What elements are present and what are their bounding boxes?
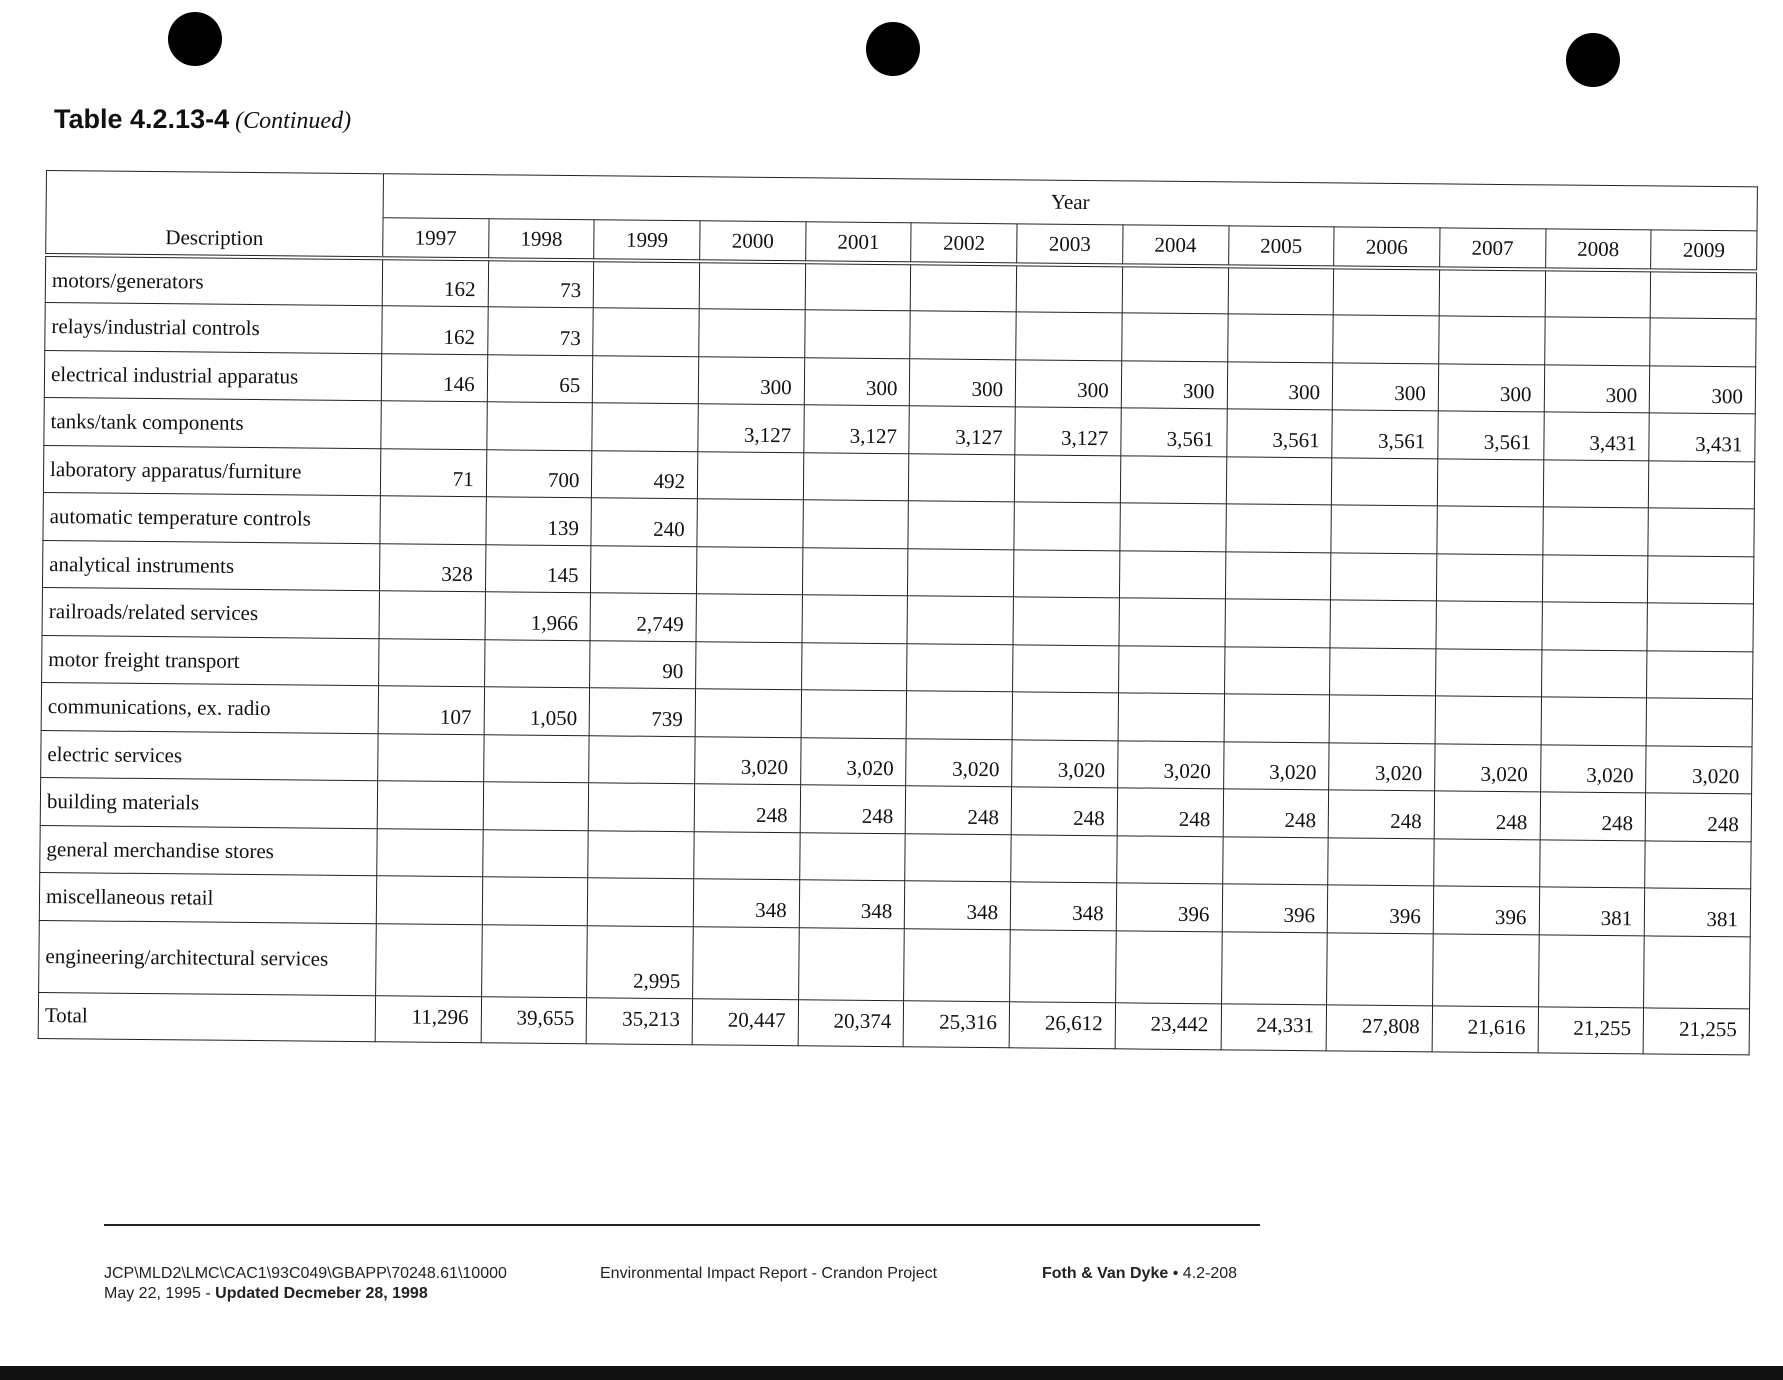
table-cell: 90 [590,640,696,689]
table-cell [1331,552,1437,601]
table-cell [908,548,1014,597]
row-label: electric services [41,730,378,781]
row-label: automatic temperature controls [43,492,380,543]
table-cell: 3,020 [1646,745,1752,794]
table-cell [1122,313,1228,362]
table-cell: 21,616 [1432,1005,1538,1052]
punch-hole-left [168,12,222,66]
table-cell [1437,506,1543,555]
table-cell [1648,508,1754,557]
table-cell [481,924,587,997]
table-cell [907,596,1013,645]
table-cell [1539,839,1645,888]
table-cell [588,878,694,927]
table-cell [1329,695,1435,744]
table-cell [1538,934,1644,1007]
table-cell [1646,698,1752,747]
table-cell [377,828,483,877]
table-cell [1541,697,1647,746]
year-header: 2000 [700,221,806,263]
table-cell [1226,456,1332,505]
table-cell [1221,931,1327,1004]
table-cell: 300 [698,356,804,405]
table-cell: 24,331 [1221,1003,1327,1050]
table-cell: 162 [382,306,488,355]
table-cell [805,262,911,311]
row-label: motor freight transport [42,635,379,686]
table-cell [697,451,803,500]
table-cell [381,401,487,450]
row-label: building materials [40,777,377,828]
footer-company: Foth & Van Dyke [1042,1265,1169,1282]
table-cell [1435,648,1541,697]
row-label: general merchandise stores [40,825,377,876]
table-cell [696,641,802,690]
table-cell: 3,127 [804,405,910,454]
table-cell [482,877,588,926]
table-cell [1647,603,1753,652]
table-cell: 3,020 [1329,742,1435,791]
table-cell [911,263,1017,312]
table-cell [1644,935,1750,1008]
table-cell [1439,268,1545,317]
table-cell: 145 [485,544,591,593]
table-cell [1330,600,1436,649]
table-cell: 11,296 [375,995,481,1042]
row-label: laboratory apparatus/furniture [43,445,380,496]
footer-page-number: 4.2-208 [1182,1265,1238,1282]
table-cell: 300 [804,357,910,406]
table-cell [1541,649,1647,698]
table-cell: 700 [486,449,592,498]
table-cell [1115,930,1221,1003]
table-cell: 396 [1222,884,1328,933]
table-cell [802,547,908,596]
footer-rule [104,1224,1260,1226]
table-cell [1011,834,1117,883]
table-title-continued: (Continued) [235,108,352,134]
table-cell [697,499,803,548]
table-cell [1328,837,1434,886]
table-cell [1330,647,1436,696]
table-cell [803,500,909,549]
row-label: analytical instruments [42,540,379,591]
table-cell: 3,127 [1015,407,1121,456]
table-cell [1014,549,1120,598]
table-cell [1227,314,1333,363]
table-cell: 300 [1227,361,1333,410]
table-cell [376,923,482,996]
table-cell [799,832,905,881]
table-cell [1122,265,1228,314]
table-cell: 162 [382,258,488,307]
table-cell: 73 [488,259,594,308]
table-cell: 20,447 [692,998,798,1045]
table-cell: 1,050 [484,687,590,736]
table-cell: 739 [589,688,695,737]
table-cell [379,591,485,640]
table-cell: 300 [1332,362,1438,411]
table-cell [1224,646,1330,695]
table-cell: 300 [1544,364,1650,413]
table-cell: 348 [693,879,799,928]
table-cell [482,829,588,878]
table-cell: 396 [1116,883,1222,932]
table-cell: 3,561 [1438,411,1544,460]
table-cell: 2,749 [590,593,696,642]
table-cell: 1,966 [485,592,591,641]
table-cell [1225,551,1331,600]
table-cell [484,639,590,688]
table-cell [1120,455,1226,504]
year-header: 1999 [594,220,700,262]
table-cell: 348 [1010,882,1116,931]
year-header: 1997 [383,218,489,260]
table-cell [1436,553,1542,602]
table-cell [593,308,699,357]
table-cell [1012,692,1118,741]
year-header: 2009 [1651,230,1757,272]
table-cell [1224,599,1330,648]
table-cell: 21,255 [1538,1006,1644,1053]
table-cell [1118,645,1224,694]
table-cell [1543,459,1649,508]
table-cell [377,781,483,830]
table-cell [1439,316,1545,365]
table-cell [1645,840,1751,889]
table-cell: 3,020 [906,738,1012,787]
table-cell: 2,995 [587,925,693,998]
table-cell [594,260,700,309]
table-cell: 328 [379,543,485,592]
table-cell [908,501,1014,550]
table-cell: 300 [910,358,1016,407]
punch-hole-center [866,22,920,76]
table-cell [378,733,484,782]
table-cell [591,545,697,594]
table-cell: 300 [1121,360,1227,409]
table-cell [1016,312,1122,361]
description-header: Description [46,171,384,259]
table-cell: 248 [1117,788,1223,837]
year-header: 2008 [1545,229,1651,271]
table-cell [1437,458,1543,507]
table-cell [693,926,799,999]
table-cell: 300 [1438,363,1544,412]
table-cell: 240 [591,498,697,547]
table-cell [1650,270,1756,319]
table-cell [699,261,805,310]
table-cell [1542,507,1648,556]
table-cell [379,638,485,687]
table-cell: 3,127 [698,404,804,453]
year-header: 2003 [1017,224,1123,266]
table-cell [697,546,803,595]
row-label: communications, ex. radio [41,682,378,733]
table-cell [696,594,802,643]
table-cell: 20,374 [798,999,904,1046]
footer-bullet: • [1172,1265,1179,1282]
footer-date-updated: Updated Decmeber 28, 1998 [215,1285,428,1302]
year-header: 2004 [1122,225,1228,267]
table-cell [1014,502,1120,551]
table-cell [380,496,486,545]
table-cell [589,735,695,784]
footer-page-info [1042,1264,1237,1284]
table-cell [1228,266,1334,315]
year-header: 2005 [1228,226,1334,268]
table-cell: 348 [799,880,905,929]
table-cell: 381 [1644,888,1750,937]
year-header: 1998 [488,219,594,261]
table-cell [803,452,909,501]
table-cell [1117,835,1223,884]
table-cell [798,927,904,1000]
table-cell [801,642,907,691]
table-cell [1118,693,1224,742]
table-cell: 3,020 [695,736,801,785]
scan-edge-bar [0,1366,1783,1380]
row-label: miscellaneous retail [39,872,376,923]
table-cell: 26,612 [1009,1001,1115,1048]
year-header: 2002 [911,223,1017,265]
table-cell [483,734,589,783]
row-label: motors/generators [45,255,382,306]
table-cell [699,309,805,358]
table-cell [801,690,907,739]
table-cell [1224,694,1330,743]
table-cell: 248 [800,785,906,834]
table-cell: 146 [381,353,487,402]
table-cell: 3,020 [1012,739,1118,788]
table-cell: 248 [906,786,1012,835]
table-cell [1014,454,1120,503]
table-cell: 248 [1011,787,1117,836]
table-cell [1647,650,1753,699]
table-cell [907,691,1013,740]
table-cell [1544,317,1650,366]
table-cell [1010,929,1116,1002]
table-cell: 3,127 [909,406,1015,455]
table-cell [376,876,482,925]
table-cell: 27,808 [1326,1004,1432,1051]
table-cell [1333,315,1439,364]
table-cell: 3,020 [1434,743,1540,792]
table-cell: 248 [1540,792,1646,841]
table-cell: 73 [487,307,593,356]
data-table [38,170,1758,1055]
row-label: tanks/tank components [44,397,381,448]
table-cell [907,643,1013,692]
table-cell [1119,550,1225,599]
table-cell: 3,020 [1540,744,1646,793]
table-cell [1648,555,1754,604]
table-cell [1119,598,1225,647]
table-cell: 21,255 [1643,1007,1749,1054]
table-cell [804,310,910,359]
table-cell: 492 [592,450,698,499]
table-cell [1432,933,1538,1006]
table-body [38,255,1756,1054]
table-cell [1542,602,1648,651]
row-label: railroads/related services [42,587,379,638]
row-label: relays/industrial controls [45,302,382,353]
table-cell: 3,020 [800,737,906,786]
table-title [54,104,351,135]
table-cell: 25,316 [904,1000,1010,1047]
table-cell: 248 [1434,791,1540,840]
table-cell: 3,431 [1649,413,1755,462]
table-cell [1120,503,1226,552]
footer-date [104,1284,507,1304]
table-cell: 300 [1649,365,1755,414]
table-cell [1016,264,1122,313]
table-cell [1436,601,1542,650]
table-cell [589,783,695,832]
table-cell [695,689,801,738]
table-cell [1222,836,1328,885]
footer-report-title: Environmental Impact Report - Crandon Project [600,1265,938,1282]
year-header: 2001 [805,222,911,264]
table-cell [588,830,694,879]
year-header: 2006 [1334,227,1440,269]
footer-file-path: JCP\MLD2\LMC\CAC1\93C049\GBAPP\70248.61\10000 [104,1265,507,1282]
table-cell [483,782,589,831]
data-table-wrapper [38,170,1758,1055]
table-cell [909,453,1015,502]
table-cell [1545,269,1651,318]
table-cell [592,403,698,452]
table-cell: 381 [1539,887,1645,936]
table-cell: 3,561 [1121,408,1227,457]
table-cell: 248 [694,784,800,833]
table-cell: 23,442 [1115,1002,1221,1049]
table-cell: 396 [1433,886,1539,935]
row-label: Total [38,992,375,1041]
table-cell: 39,655 [481,996,587,1043]
table-cell: 3,020 [1223,741,1329,790]
table-cell: 248 [1328,790,1434,839]
table-cell [1327,932,1433,1005]
table-cell: 3,020 [1117,740,1223,789]
table-cell: 300 [1015,359,1121,408]
table-cell [694,831,800,880]
table-title-main: Table 4.2.13-4 [54,104,230,134]
year-header: 2007 [1439,228,1545,270]
table-cell [593,355,699,404]
table-cell [802,595,908,644]
table-cell: 65 [487,354,593,403]
table-cell [1435,696,1541,745]
table-cell [1331,505,1437,554]
table-cell: 139 [486,497,592,546]
table-cell: 107 [378,686,484,735]
table-cell [1013,597,1119,646]
table-cell [1649,460,1755,509]
table-cell: 348 [905,881,1011,930]
table-cell: 3,561 [1332,410,1438,459]
punch-hole-right [1566,33,1620,87]
table-cell: 396 [1327,885,1433,934]
row-label: electrical industrial apparatus [44,350,381,401]
table-cell [905,833,1011,882]
table-cell [1013,644,1119,693]
table-cell [1650,318,1756,367]
table-cell: 3,431 [1543,412,1649,461]
footer-date-original: May 22, 1995 - [104,1285,216,1302]
table-cell: 71 [380,448,486,497]
table-cell [1333,267,1439,316]
table-cell [1225,504,1331,553]
table-cell [904,928,1010,1001]
table-cell [910,311,1016,360]
table-cell [1542,554,1648,603]
table-cell: 3,561 [1226,409,1332,458]
row-label: engineering/architectural services [39,920,377,995]
table-cell [1332,457,1438,506]
footer-left [104,1264,507,1304]
table-cell [487,402,593,451]
table-cell: 248 [1223,789,1329,838]
year-group-header: Year [383,174,1757,231]
table-cell: 248 [1645,793,1751,842]
table-cell [1434,838,1540,887]
table-cell: 35,213 [587,997,693,1044]
